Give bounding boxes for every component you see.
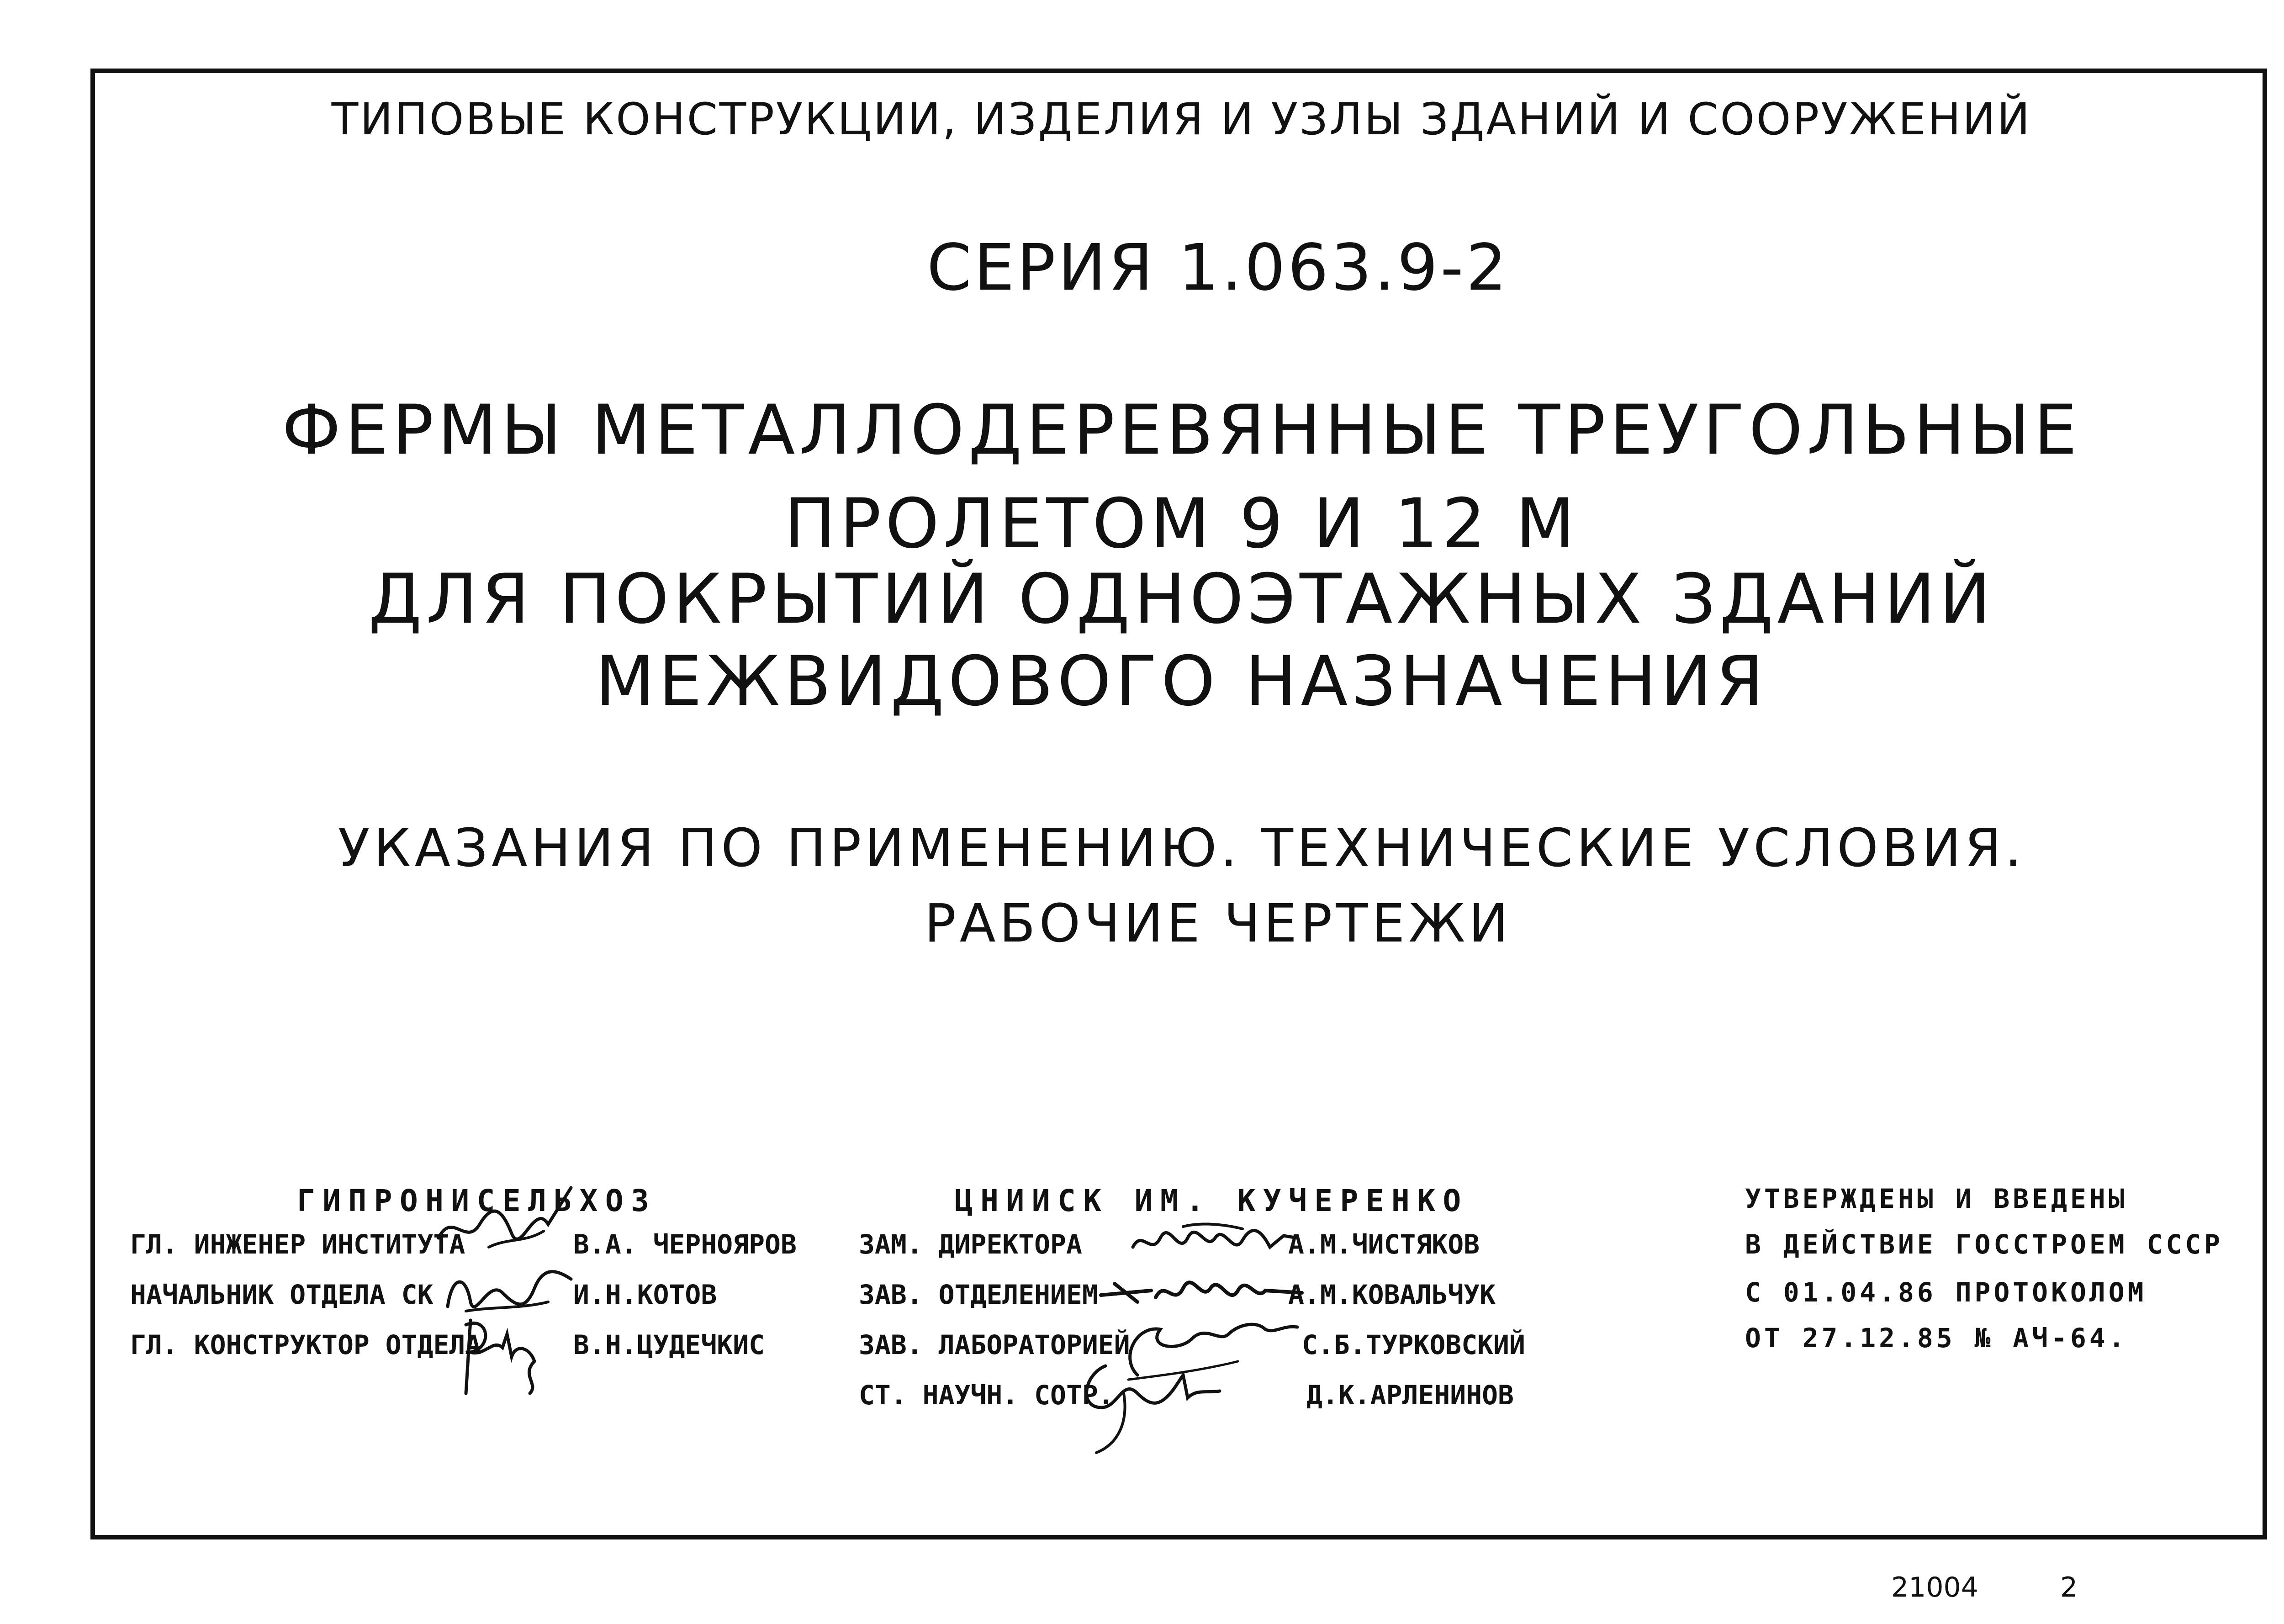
approval-line-1: УТВЕРЖДЕНЫ И ВВЕДЕНЫ xyxy=(1745,1183,2128,1214)
approval-line-4: ОТ 27.12.85 № АЧ-64. xyxy=(1745,1322,2128,1354)
title-line-4: МЕЖВИДОВОГО НАЗНАЧЕНИЯ xyxy=(595,642,1768,721)
header-text: ТИПОВЫЕ КОНСТРУКЦИИ, ИЗДЕЛИЯ И УЗЛЫ ЗДАНИЙ И СООРУЖЕНИЙ xyxy=(331,94,2032,145)
left-row-2-role: НАЧАЛЬНИК ОТДЕЛА СК xyxy=(130,1279,434,1310)
title-line-1: ФЕРМЫ МЕТАЛЛОДЕРЕВЯННЫЕ ТРЕУГОЛЬНЫЕ xyxy=(281,391,2082,470)
middle-row-2-role: ЗАВ. ОТДЕЛЕНИЕМ xyxy=(859,1279,1098,1310)
title-line-3: ДЛЯ ПОКРЫТИЙ ОДНОЭТАЖНЫХ ЗДАНИЙ xyxy=(368,560,1995,639)
left-row-3-role: ГЛ. КОНСТРУКТОР ОТДЕЛА xyxy=(130,1329,481,1360)
middle-org-name: ЦНИИСК ИМ. КУЧЕРЕНКО xyxy=(955,1183,1469,1218)
subtitle-line-2: РАБОЧИЕ ЧЕРТЕЖИ xyxy=(924,893,1512,954)
document-number: 21004 xyxy=(1891,1571,1978,1603)
subtitle-line-1: УКАЗАНИЯ ПО ПРИМЕНЕНИЮ. ТЕХНИЧЕСКИЕ УСЛОВИЯ. xyxy=(338,818,2025,879)
signature-chernoyarov xyxy=(434,1183,580,1265)
sheet-number: 2 xyxy=(2060,1571,2078,1603)
title-line-2: ПРОЛЕТОМ 9 И 12 М xyxy=(784,484,1579,564)
middle-row-1-name: А.М.ЧИСТЯКОВ xyxy=(1288,1229,1480,1260)
left-row-1-role: ГЛ. ИНЖЕНЕР ИНСТИТУТА xyxy=(130,1229,465,1260)
approval-line-2: В ДЕЙСТВИЕ ГОССТРОЕМ СССР xyxy=(1745,1229,2223,1260)
left-row-1-name: В.А. ЧЕРНОЯРОВ xyxy=(573,1229,797,1260)
approval-line-3: С 01.04.86 ПРОТОКОЛОМ xyxy=(1745,1277,2147,1308)
left-org-name: ГИПРОНИСЕЛЬХОЗ xyxy=(297,1183,657,1218)
signature-chistyakov xyxy=(1128,1220,1302,1265)
middle-row-4-role: СТ. НАУЧН. СОТР. xyxy=(859,1380,1114,1411)
middle-row-4-name: Д.К.АРЛЕНИНОВ xyxy=(1306,1380,1514,1411)
middle-row-1-role: ЗАМ. ДИРЕКТОРА xyxy=(859,1229,1082,1260)
signature-arleninov xyxy=(1069,1348,1224,1457)
series-number: СЕРИЯ 1.063.9-2 xyxy=(926,231,1510,305)
left-row-2-name: И.Н.КОТОВ xyxy=(573,1279,717,1310)
middle-row-3-role: ЗАВ. ЛАБОРАТОРИЕЙ xyxy=(859,1329,1130,1360)
left-row-3-name: В.Н.ЦУДЕЧКИС xyxy=(573,1329,765,1360)
signature-tsudechkis xyxy=(452,1307,544,1398)
middle-row-3-name: С.Б.ТУРКОВСКИЙ xyxy=(1302,1329,1525,1360)
middle-row-2-name: А.М.КОВАЛЬЧУК xyxy=(1288,1279,1496,1310)
